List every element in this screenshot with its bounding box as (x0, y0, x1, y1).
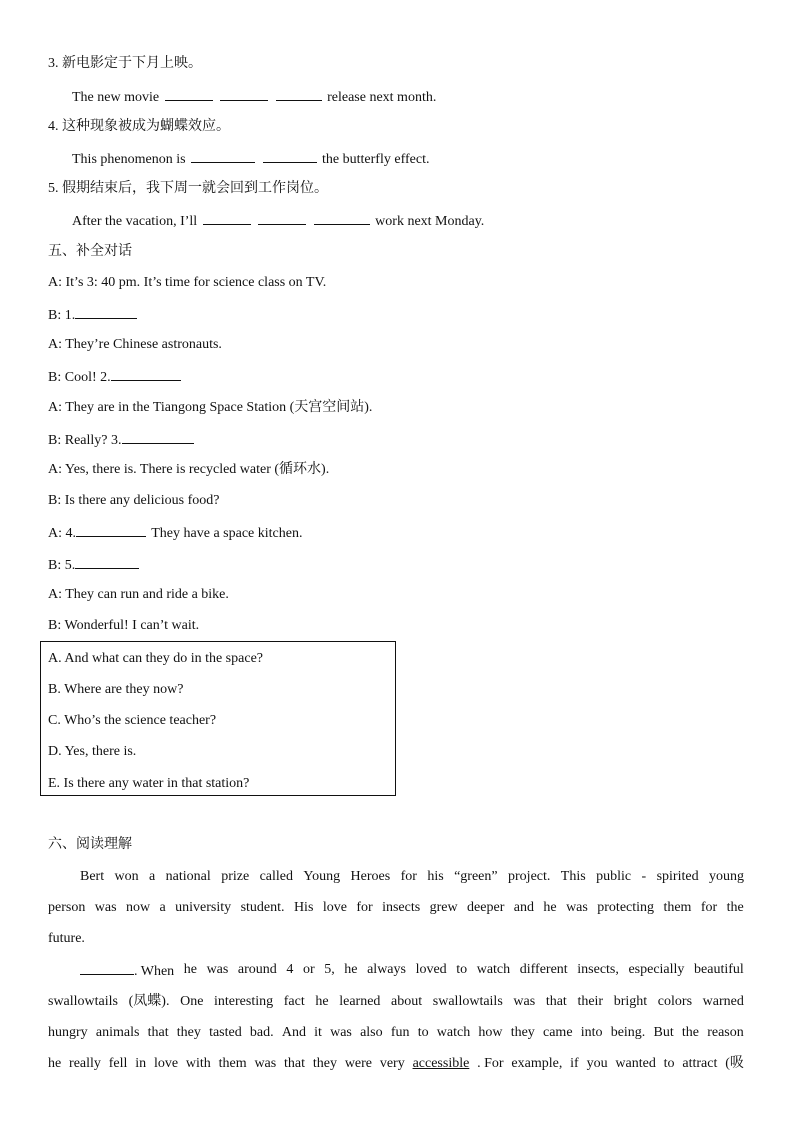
dialogue-heading: 五、补全对话 (48, 244, 132, 259)
word: (凤蝶). (128, 994, 170, 1009)
word: “green” (454, 869, 498, 884)
q5-english (72, 211, 484, 231)
word: a (149, 869, 156, 884)
word: hungry (48, 1025, 88, 1040)
word: warned (702, 994, 744, 1009)
word: prize (221, 869, 250, 884)
word: beautiful (694, 962, 744, 977)
word: attract (682, 1056, 718, 1071)
option-e: E. Is there any water in that station? (48, 776, 250, 791)
blank[interactable] (76, 523, 146, 537)
blank[interactable] (191, 149, 255, 163)
word: now (125, 900, 151, 915)
word: being. (610, 1025, 646, 1040)
q4-before: This phenomenon is (72, 152, 190, 167)
option-b: B. Where are they now? (48, 682, 184, 697)
word: watch (436, 1025, 471, 1040)
dialogue-text: They have a space kitchen. (148, 526, 303, 541)
word: This (560, 869, 586, 884)
word: bright (613, 994, 648, 1009)
word: about (391, 994, 423, 1009)
blank[interactable] (122, 430, 194, 444)
option-d: D. Yes, there is. (48, 744, 137, 759)
word: wanted (615, 1056, 656, 1071)
blank[interactable] (276, 87, 322, 101)
word: it (314, 1025, 322, 1040)
word: won (114, 869, 139, 884)
dialogue-line: A: Yes, there is. There is recycled water (循环水). (48, 462, 330, 477)
word: to (417, 1025, 429, 1040)
blank[interactable] (258, 211, 306, 225)
word: and (513, 900, 534, 915)
word: came (543, 1025, 573, 1040)
dialogue-text: B: Cool! 2. (48, 370, 111, 385)
dialogue-line (48, 305, 139, 325)
reading-p2-line4 (48, 1055, 744, 1073)
word: that (284, 1056, 306, 1071)
dialogue-line: A: It’s 3: 40 pm. It’s time for science class on TV. (48, 275, 327, 290)
blank[interactable] (111, 367, 181, 381)
word: And (281, 1025, 306, 1040)
word: was (206, 962, 229, 977)
word: swallowtails (48, 994, 118, 1009)
word: One (180, 994, 204, 1009)
word: fact (283, 994, 305, 1009)
word: his (427, 869, 444, 884)
word: animals (95, 1025, 140, 1040)
word: Young (303, 869, 341, 884)
word: that (147, 1025, 169, 1040)
dialogue-line (48, 555, 141, 575)
word: to (663, 1056, 675, 1071)
word: university (175, 900, 232, 915)
word: protecting (597, 900, 655, 915)
blank[interactable] (75, 305, 137, 319)
word: . For (477, 1056, 504, 1071)
word: accessible (412, 1056, 470, 1071)
q5-after: work next Monday. (371, 214, 485, 229)
word: different (519, 962, 568, 977)
word: learned (339, 994, 381, 1009)
word: . When (80, 961, 174, 981)
word: fun (390, 1025, 410, 1040)
dialogue-line: B: Is there any delicious food? (48, 493, 220, 508)
word: was (254, 1056, 277, 1071)
word: was (513, 994, 536, 1009)
word: Bert (80, 869, 105, 884)
reading-p2-line2 (48, 993, 744, 1011)
dialogue-text: B: 5. (48, 558, 76, 573)
word: Heroes (350, 869, 391, 884)
word: their (577, 994, 604, 1009)
reading-p2-line3 (48, 1024, 744, 1042)
word: he (183, 962, 197, 977)
reading-p1-line2 (48, 899, 744, 917)
blank[interactable] (220, 87, 268, 101)
q3-before: The new movie (72, 90, 163, 105)
word: - (641, 869, 647, 884)
blank[interactable] (263, 149, 317, 163)
word: interesting (214, 994, 274, 1009)
word: project. (508, 869, 551, 884)
word: (吸 (725, 1056, 744, 1071)
q5-before: After the vacation, I’ll (72, 214, 201, 229)
word: spirited (656, 869, 699, 884)
word: they (510, 1025, 535, 1040)
word: bad. (249, 1025, 274, 1040)
dialogue-line: A: They can run and ride a bike. (48, 587, 229, 602)
word: that (545, 994, 567, 1009)
word: he (48, 1056, 62, 1071)
word: deeper (467, 900, 505, 915)
option-c: C. Who’s the science teacher? (48, 713, 217, 728)
q5-chinese: 5. 假期结束后，我下周一就会回到工作岗位。 (48, 181, 328, 196)
word: 4 (286, 962, 294, 977)
reading-heading: 六、阅读理解 (48, 837, 132, 852)
q4-after: the butterfly effect. (318, 152, 430, 167)
word: love (322, 900, 347, 915)
word: very (379, 1056, 405, 1071)
word: especially (628, 962, 685, 977)
word: them (218, 1056, 247, 1071)
dialogue-line: A: They are in the Tiangong Space Station (天宫空间站). (48, 400, 373, 415)
word: also (360, 1025, 383, 1040)
word: fell (108, 1056, 128, 1071)
word: tasted (209, 1025, 242, 1040)
dialogue-line (48, 430, 196, 450)
word: the (681, 1025, 700, 1040)
word: grew (429, 900, 458, 915)
word: public (596, 869, 632, 884)
dialogue-line (48, 367, 183, 387)
word: into (580, 1025, 603, 1040)
dialogue-text: A: 4. (48, 526, 76, 541)
word: reason (707, 1025, 744, 1040)
q4-chinese: 4. 这种现象被成为蝴蝶效应。 (48, 119, 230, 134)
word: around (237, 962, 277, 977)
word: loved (415, 962, 447, 977)
word: His (293, 900, 314, 915)
q3-chinese: 3. 新电影定于下月上映。 (48, 56, 202, 71)
blank[interactable] (203, 211, 251, 225)
word: was (566, 900, 588, 915)
word: they (312, 1056, 337, 1071)
word: really (69, 1056, 101, 1071)
word: the (726, 900, 744, 915)
blank[interactable] (314, 211, 370, 225)
word: insects (382, 900, 421, 915)
word: them (663, 900, 692, 915)
word: they (176, 1025, 201, 1040)
blank[interactable] (80, 961, 134, 975)
word: was (94, 900, 117, 915)
dialogue-text: B: 1. (48, 308, 76, 323)
word: colors (657, 994, 693, 1009)
word: young (708, 869, 744, 884)
word: student. (240, 900, 285, 915)
word: always (367, 962, 406, 977)
word: to (456, 962, 468, 977)
word: for (356, 900, 373, 915)
word: he (543, 900, 557, 915)
dialogue-line: B: Wonderful! I can’t wait. (48, 618, 200, 633)
dialogue-text: B: Really? 3. (48, 433, 122, 448)
word: he (344, 962, 358, 977)
q3-english (72, 87, 436, 107)
word: insects, (577, 962, 619, 977)
dialogue-line (48, 523, 302, 543)
word: or (302, 962, 315, 977)
option-a: A. And what can they do in the space? (48, 651, 263, 666)
word: called (259, 869, 293, 884)
q4-english (72, 149, 429, 169)
word: in (135, 1056, 147, 1071)
word: But (653, 1025, 674, 1040)
word: watch (476, 962, 511, 977)
dialogue-line: A: They’re Chinese astronauts. (48, 337, 222, 352)
word: example, (511, 1056, 563, 1071)
reading-p1-line1 (80, 868, 744, 886)
word: person (48, 900, 86, 915)
word: with (185, 1056, 211, 1071)
word: were (344, 1056, 373, 1071)
options-box (40, 641, 396, 796)
word: for (400, 869, 417, 884)
word: for (700, 900, 718, 915)
word: swallowtails (432, 994, 503, 1009)
word: 5, (324, 962, 335, 977)
word: national (165, 869, 211, 884)
word: was (330, 1025, 352, 1040)
word: he (315, 994, 329, 1009)
reading-p1-line3: future. (48, 931, 85, 946)
q3-after: release next month. (323, 90, 437, 105)
word: how (478, 1025, 503, 1040)
word: you (586, 1056, 608, 1071)
word: a (159, 900, 166, 915)
blank[interactable] (165, 87, 213, 101)
blank[interactable] (75, 555, 139, 569)
word: love (153, 1056, 179, 1071)
word: if (570, 1056, 579, 1071)
reading-p2-line1 (80, 961, 744, 981)
